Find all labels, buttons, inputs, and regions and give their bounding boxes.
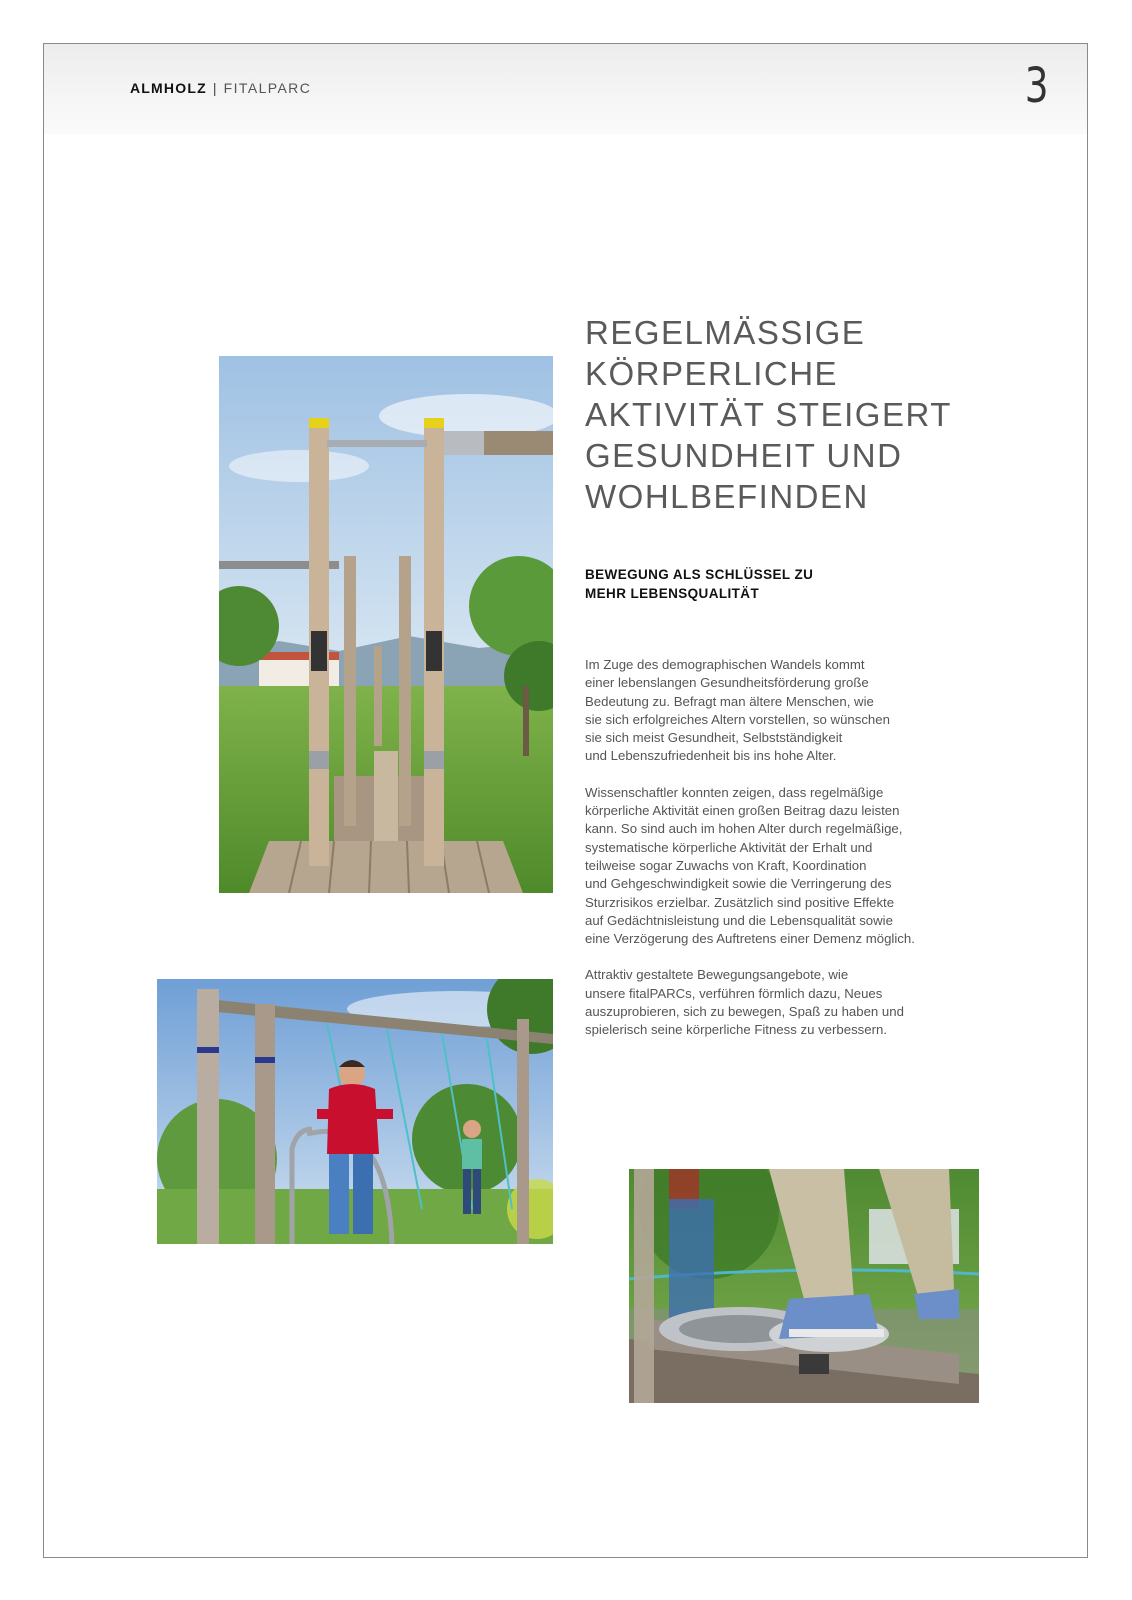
photo-rope-bridge <box>219 356 553 893</box>
text-line: sie sich erfolgreiches Altern vorstellen, so wünschen <box>585 711 890 727</box>
brand-separator: | <box>212 80 218 96</box>
text-line: auf Gedächtnisleistung und die Lebensqualität sowie <box>585 912 893 928</box>
photo-balance-boards <box>629 1169 979 1403</box>
body-text <box>585 656 945 1058</box>
brand-name: ALMHOLZ <box>130 80 207 96</box>
subheading <box>585 565 885 603</box>
page-header <box>44 44 1087 134</box>
paragraph <box>585 656 945 766</box>
text-line: kann. So sind auch im hohen Alter durch regelmäßige, <box>585 821 903 837</box>
text-line: einer lebenslangen Gesundheitsförderung große <box>585 675 869 691</box>
subheading-line: MEHR LEBENSQUALITÄT <box>585 586 760 601</box>
text-line: sie sich meist Gesundheit, Selbstständigkeit <box>585 730 843 746</box>
text-line: Sturzrisikos erzielbar. Zusätzlich sind positive Effekte <box>585 894 895 910</box>
text-line: spielerisch seine körperliche Fitness zu verbessern. <box>585 1022 887 1038</box>
brand-logo <box>130 80 311 96</box>
photo-balance-walk <box>157 979 553 1244</box>
text-line: und Gehgeschwindigkeit sowie die Verringerung des <box>585 876 892 892</box>
text-line: Im Zuge des demographischen Wandels kommt <box>585 657 865 672</box>
text-line: auszuprobieren, sich zu bewegen, Spaß zu haben und <box>585 1004 904 1020</box>
headline-line: REGELMÄSSIGE <box>585 314 866 351</box>
brand-product: FITALPARC <box>223 80 312 96</box>
text-line: systematische körperliche Aktivität der Erhalt und <box>585 839 873 855</box>
headline-line: AKTIVITÄT STEIGERT <box>585 396 952 433</box>
text-line: eine Verzögerung des Auftretens einer Demenz möglich. <box>585 931 915 947</box>
text-line: und Lebenszufriedenheit bis ins hohe Alter. <box>585 748 837 764</box>
page-number: 3 <box>1025 58 1049 114</box>
text-line: teilweise sogar Zuwachs von Kraft, Koordination <box>585 857 867 873</box>
text-line: Attraktiv gestaltete Bewegungsangebote, wie <box>585 967 849 983</box>
subheading-line: BEWEGUNG ALS SCHLÜSSEL ZU <box>585 567 814 582</box>
text-line: Bedeutung zu. Befragt man ältere Menschen, wie <box>585 693 874 709</box>
text-line: körperliche Aktivität einen großen Beitrag dazu leisten <box>585 803 900 819</box>
paragraph <box>585 966 945 1039</box>
text-line: unsere fitalPARCs, verführen förmlich dazu, Neues <box>585 985 883 1001</box>
text-line: Wissenschaftler konnten zeigen, dass regelmäßige <box>585 784 884 800</box>
headline-line: KÖRPERLICHE <box>585 355 839 392</box>
headline <box>585 312 985 517</box>
headline-line: GESUNDHEIT UND <box>585 437 903 474</box>
paragraph <box>585 784 945 949</box>
headline-line: WOHLBEFINDEN <box>585 478 869 515</box>
